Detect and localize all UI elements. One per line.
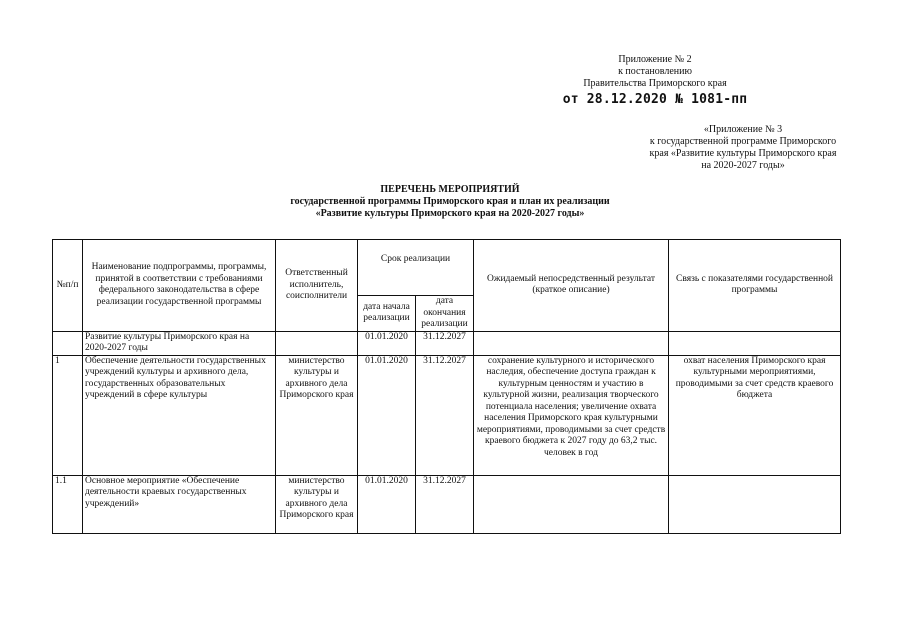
appendix3-line: «Приложение № 3 xyxy=(703,124,783,135)
row-name: Основное мероприятие «Обеспечение деятельности краевых государственных учреждений» xyxy=(83,475,276,533)
decree-stamp: от 28.12.2020 № 1081-пп xyxy=(562,92,748,107)
row-start: 01.01.2020 xyxy=(358,331,416,355)
document-title xyxy=(200,184,700,220)
appendix3-line: на 2020-2027 годы» xyxy=(701,160,785,171)
header-num: №п/п xyxy=(53,240,83,332)
appendix3-line: к государственной программе Приморского xyxy=(649,136,837,147)
table-row xyxy=(53,355,841,475)
title-line-3: «Развитие культуры Приморского края на 2020-2027 годы» xyxy=(315,208,585,219)
header-name: Наименование подпрограммы, программы, принятой в соответствии с требованиями федерального законодательства в сфере реализации государственной программы xyxy=(83,240,276,332)
row-start: 01.01.2020 xyxy=(358,355,416,475)
header-end: дата окончания реализации xyxy=(416,296,474,332)
appendix-line: Правительства Приморского края xyxy=(583,78,727,89)
row-link: охват населения Приморского края культурными мероприятиями, проводимыми за счет средств краевого бюджета xyxy=(669,355,841,475)
events-table xyxy=(52,239,841,534)
header-period: Срок реализации xyxy=(358,240,474,296)
row-responsible: министерство культуры и архивного дела Приморского края xyxy=(276,475,358,533)
appendix3-line: края «Развитие культуры Приморского края xyxy=(649,148,837,159)
appendix-line: к постановлению xyxy=(618,66,692,77)
table-row xyxy=(53,331,841,355)
row-num xyxy=(53,331,83,355)
row-start: 01.01.2020 xyxy=(358,475,416,533)
title-line-1: ПЕРЕЧЕНЬ МЕРОПРИЯТИЙ xyxy=(380,184,520,195)
appendix-line: Приложение № 2 xyxy=(618,54,692,65)
row-end: 31.12.2027 xyxy=(416,475,474,533)
row-end: 31.12.2027 xyxy=(416,355,474,475)
row-link xyxy=(669,331,841,355)
row-end: 31.12.2027 xyxy=(416,331,474,355)
row-num: 1 xyxy=(53,355,83,475)
row-responsible xyxy=(276,331,358,355)
header-result: Ожидаемый непосредственный результат (краткое описание) xyxy=(474,240,669,332)
table-header-row xyxy=(53,240,841,296)
title-line-2: государственной программы Приморского края и план их реализации xyxy=(290,196,610,207)
row-result xyxy=(474,331,669,355)
row-name: Обеспечение деятельности государственных учреждений культуры и архивного дела, государственных образовательных учреждений в сфере культуры xyxy=(83,355,276,475)
header-responsible: Ответственный исполнитель, соисполнители xyxy=(276,240,358,332)
row-responsible: министерство культуры и архивного дела Приморского края xyxy=(276,355,358,475)
header-link: Связь с показателями государственной программы xyxy=(669,240,841,332)
row-name: Развитие культуры Приморского края на 2020-2027 годы xyxy=(83,331,276,355)
row-result xyxy=(474,475,669,533)
header-start: дата начала реализации xyxy=(358,296,416,332)
table-row xyxy=(53,475,841,533)
row-num: 1.1 xyxy=(53,475,83,533)
row-result: сохранение культурного и исторического наследия, обеспечение доступа граждан к культурным ценностям и участию в культурной жизни, реализация творческого потенциала населения; увеличение охвата населения Приморского края культурными мероприятиями, проводимыми за счет средств краевого бюджета к 2027 году до 63,2 тыс. человек в год xyxy=(474,355,669,475)
appendix-3-block xyxy=(638,124,848,172)
appendix-2-block xyxy=(535,54,775,90)
row-link xyxy=(669,475,841,533)
